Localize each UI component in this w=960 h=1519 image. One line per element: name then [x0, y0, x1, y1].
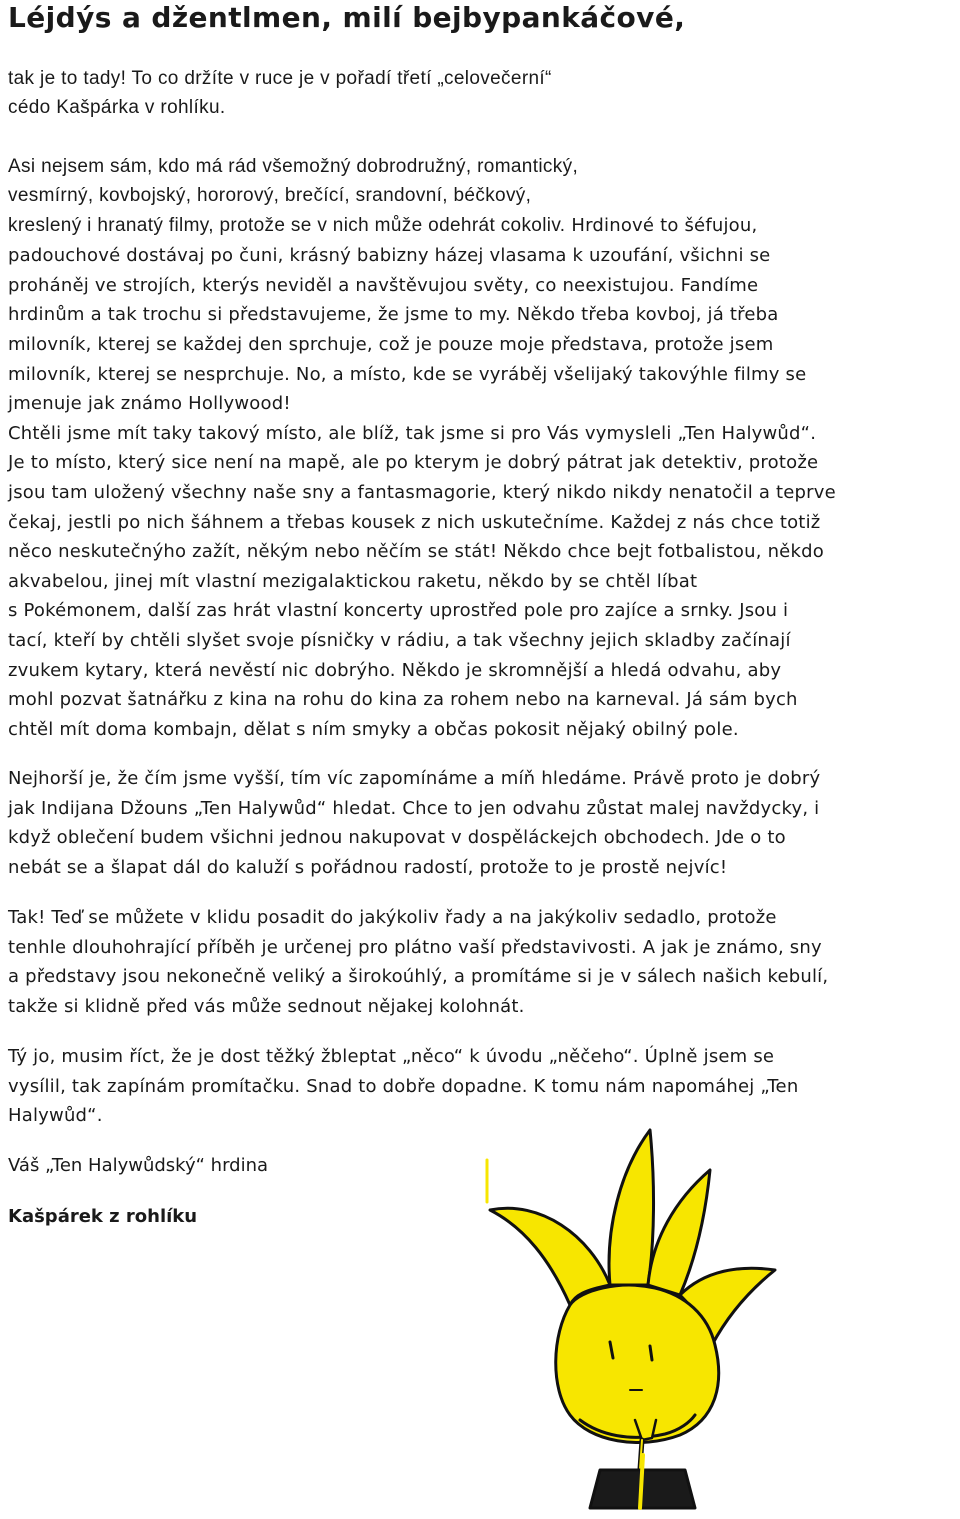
paragraph-line: Asi nejsem sám, kdo má rád všemožný dobrodružný, romantický, — [8, 156, 579, 177]
closing-line: Váš „Ten Halywůdský“ hrdina — [8, 1155, 269, 1176]
paragraph-line: vysílil, tak zapínám promítačku. Snad to dobře dopadne. K tomu nám napomáhej „Ten — [8, 1075, 799, 1097]
paragraph-line: Nejhorší je, že čím jsme vyšší, tím víc zapomínáme a míň hledáme. Právě proto je dobrý — [8, 768, 821, 789]
paragraph-line: Halywůd“. — [8, 1105, 103, 1127]
paragraph-line: tenhle dlouhohrající příběh je určenej pro plátno vaší představivosti. A jak je známo, sny — [8, 936, 822, 958]
hat-lobe-center-left — [609, 1130, 653, 1285]
paragraph-line: vesmírný, kovbojský, hororový, brečící, srandovní, béčkový, — [8, 185, 532, 207]
paragraph-line: jmenuje jak známo Hollywood! — [8, 393, 291, 415]
paragraph-line: jak Indijana Džouns „Ten Halywůd“ hledat. Chce to jen odvahu zůstat malej navždycky, i — [8, 797, 820, 819]
paragraph-three — [8, 903, 960, 1021]
paragraph-body — [8, 241, 960, 744]
jester-mascot-icon — [480, 1120, 780, 1515]
page-title: Léjdýs a džentlmen, milí bejbypankáčové, — [8, 1, 686, 34]
paragraph-line: chtěl mít doma kombajn, dělat s ním smyky a občas pokosit nějaký obilný pole. — [8, 718, 739, 740]
intro-paragraph — [8, 64, 960, 123]
paragraph-line: padouchové dostávaj po čuni, krásný babizny házej vlasama k uzoufání, všichni se — [8, 245, 771, 267]
paragraph-line: tací, kteří by chtěli slyšet svoje písničky v rádiu, a tak všechny jejich skladby začínají — [8, 629, 791, 651]
paragraph-line: a představy jsou nekonečně veliký a širokoúhlý, a promítáme si je v sálech našich kebulí, — [8, 966, 829, 988]
hat-lobe-center-right — [648, 1170, 710, 1295]
paragraph-line-tail: Hrdinové to šéfujou, — [565, 214, 758, 236]
paragraph-line: nebát se a šlapat dál do kaluží s pořádnou radostí, protože to je prostě nejvíc! — [8, 856, 728, 878]
paragraph-line-start: kreslený i hranatý filmy, protože se v nich může odehrát cokoliv. — [8, 214, 566, 236]
paragraph-line: něco neskutečnýho zažít, někým nebo něčím se stát! Někdo chce bejt fotbalistou, někdo — [8, 541, 824, 563]
paragraph-line: akvabelou, jinej mít vlastní mezigalaktickou raketu, někdo by se chtěl líbat — [8, 570, 698, 592]
paragraph-line: s Pokémonem, další zas hrát vlastní koncerty uprostřed pole pro zajíce a srnky. Jsou i — [8, 600, 789, 622]
main-paragraph — [8, 152, 960, 744]
paragraph-line: jsou tam uložený všechny naše sny a fantasmagorie, který nikdo nikdy nenatočil a teprve — [8, 481, 836, 503]
eye-right — [650, 1346, 652, 1360]
paragraph-line-mixed — [8, 211, 960, 241]
paragraph-line: čekaj, jestli po nich šáhnem a třebas kousek z nich uskutečníme. Každej z nás chce totiž — [8, 511, 821, 533]
paragraph-line: Chtěli jsme mít taky takový místo, ale blíž, tak jsme si pro Vás vymysleli „Ten Halywůd“. — [8, 422, 817, 444]
paragraph-four — [8, 1042, 960, 1131]
paragraph-line: Je to místo, který sice není na mapě, ale po kterym je dobrý pátrat jak detektiv, protože — [8, 452, 819, 474]
paragraph-line: hrdinům a tak trochu si představujeme, že jsme to my. Někdo třeba kovboj, já třeba — [8, 304, 779, 326]
signature: Kašpárek z rohlíku — [8, 1206, 198, 1227]
intro-line: tak je to tady! To co držíte v ruce je v pořadí třetí „celovečerní“ — [8, 68, 552, 89]
paragraph-line: Tak! Teď se můžete v klidu posadit do jakýkoliv řady a na jakýkoliv sedadlo, protože — [8, 907, 777, 928]
paragraph-line: takže si klidně před vás může sednout nějakej kolohnát. — [8, 995, 525, 1017]
paragraph-line: milovník, kterej se každej den sprchuje, což je pouze moje představa, protože jsem — [8, 334, 774, 355]
paragraph-line: když oblečení budem všichni jednou nakupovat v dospěláckejch obchodech. Jde o to — [8, 827, 786, 849]
paragraph-line: zvukem kytary, která nevěstí nic dobrýho. Někdo je skromnější a hledá odvahu, aby — [8, 659, 782, 681]
intro-line: cédo Kašpárka v rohlíku. — [8, 97, 226, 119]
paragraph-two — [8, 764, 960, 882]
paragraph-line: milovník, kterej se nesprchuje. No, a místo, kde se vyráběj všelijaký takovýhle filmy se — [8, 363, 807, 385]
paragraph-line: Tý jo, musim říct, že je dost těžký žbleptat „něco“ k úvodu „něčeho“. Úplně jsem se — [8, 1046, 775, 1067]
paragraph-line: mohl pozvat šatnářku z kina na rohu do kina za rohem nebo na karneval. Já sám bych — [8, 689, 798, 711]
paragraph-line: proháněj ve strojích, kterýs neviděl a navštěvujou světy, co neexistujou. Fandíme — [8, 274, 759, 296]
